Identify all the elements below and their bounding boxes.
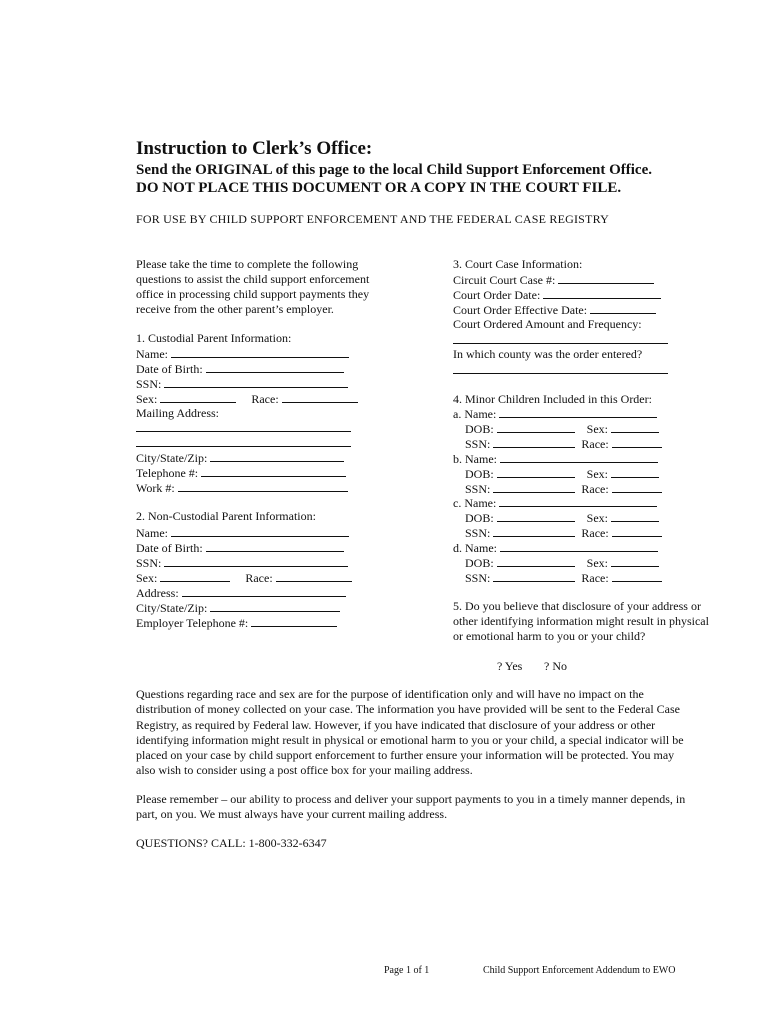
- fill-line[interactable]: [499, 495, 657, 507]
- custodial-ssn-field[interactable]: [136, 376, 348, 392]
- section-heading: 3. Court Case Information:: [453, 257, 583, 271]
- intro-line: receive from the other parent’s employer.: [136, 302, 334, 316]
- field-label: Sex:: [586, 467, 609, 481]
- court-order-date-field[interactable]: [453, 287, 661, 303]
- fill-line[interactable]: [164, 376, 348, 388]
- field-label: Race:: [581, 526, 609, 540]
- custodial-dob-field[interactable]: [136, 361, 344, 377]
- field-label: Race:: [581, 437, 609, 451]
- fill-line[interactable]: [160, 570, 230, 582]
- field-label: City/State/Zip:: [136, 451, 208, 465]
- fill-line[interactable]: [160, 391, 236, 403]
- fill-line[interactable]: [543, 287, 661, 299]
- noncustodial-dob-field[interactable]: [136, 540, 344, 556]
- court-case-number-field[interactable]: [453, 272, 654, 288]
- no-checkbox-option[interactable]: ? No: [544, 659, 567, 673]
- fill-line[interactable]: [493, 436, 575, 448]
- custodial-sex-race-field[interactable]: [136, 391, 358, 407]
- intro-line: office in processing child support payments they: [136, 287, 370, 301]
- fill-line[interactable]: [611, 421, 659, 433]
- child-c-dob-sex-field[interactable]: [465, 510, 659, 526]
- field-label: Sex:: [136, 571, 158, 585]
- field-label: Court Order Effective Date:: [453, 303, 588, 317]
- custodial-mailing-line-1[interactable]: [136, 431, 351, 432]
- field-label: SSN:: [465, 526, 491, 540]
- noncustodial-name-field[interactable]: [136, 525, 349, 541]
- reminder-line: Please remember – our ability to process and deliver your support payments to you in a timely manner depends, in: [136, 792, 686, 806]
- fill-line[interactable]: [251, 615, 337, 627]
- field-label: Employer Telephone #:: [136, 616, 249, 630]
- child-c-ssn-race-field[interactable]: [465, 525, 662, 541]
- noncustodial-sex-race-field[interactable]: [136, 570, 352, 586]
- fill-line[interactable]: [276, 570, 352, 582]
- fill-line[interactable]: [497, 510, 575, 522]
- section-heading: 4. Minor Children Included in this Order:: [453, 392, 652, 406]
- notice-line: Questions regarding race and sex are for the purpose of identification only and will have no impact on the: [136, 687, 644, 701]
- field-label: SSN:: [465, 437, 491, 451]
- fill-line[interactable]: [500, 451, 658, 463]
- county-question: In which county was the order entered?: [453, 347, 643, 361]
- custodial-city-field[interactable]: [136, 450, 344, 466]
- field-label: SSN:: [136, 377, 162, 391]
- intro-line: Please take the time to complete the following: [136, 257, 359, 271]
- field-label: d. Name:: [453, 541, 497, 555]
- notice-line: distribution of money collected on your case. The information you have provided will be sent to the Federal Case: [136, 702, 680, 717]
- field-label: Name:: [136, 526, 168, 540]
- field-label: SSN:: [465, 571, 491, 585]
- fill-line[interactable]: [164, 555, 348, 567]
- employer-telephone-field[interactable]: [136, 615, 337, 631]
- fill-line[interactable]: [611, 555, 659, 567]
- fill-line[interactable]: [497, 421, 575, 433]
- field-label: Circuit Court Case #:: [453, 273, 556, 287]
- field-label: DOB:: [465, 467, 494, 481]
- fill-line[interactable]: [210, 600, 340, 612]
- fill-line[interactable]: [206, 361, 344, 373]
- disclosure-question-line: other identifying information might result in physical: [453, 614, 709, 628]
- fill-line[interactable]: [611, 510, 659, 522]
- child-b-name-field[interactable]: [453, 451, 658, 467]
- field-label: DOB:: [465, 556, 494, 570]
- field-label: DOB:: [465, 422, 494, 436]
- reminder-paragraph: [136, 792, 726, 823]
- fill-line[interactable]: [171, 346, 349, 358]
- field-label: City/State/Zip:: [136, 601, 208, 615]
- child-b-dob-sex-field[interactable]: [465, 466, 659, 482]
- field-label: Sex:: [586, 511, 609, 525]
- child-a-dob-sex-field[interactable]: [465, 421, 659, 437]
- fill-line[interactable]: [497, 466, 575, 478]
- field-label: b. Name:: [453, 452, 497, 466]
- child-a-ssn-race-field[interactable]: [465, 436, 662, 452]
- court-ordered-amount-label: Court Ordered Amount and Frequency:: [453, 317, 642, 331]
- fill-line[interactable]: [590, 302, 656, 314]
- field-label: Race:: [581, 482, 609, 496]
- fill-line[interactable]: [499, 406, 657, 418]
- questions-phone-line: QUESTIONS? CALL: 1-800-332-6347: [136, 836, 327, 850]
- fill-line[interactable]: [201, 465, 346, 477]
- fill-line[interactable]: [612, 436, 662, 448]
- field-label: Race:: [581, 571, 609, 585]
- field-label: SSN:: [136, 556, 162, 570]
- fill-line[interactable]: [171, 525, 349, 537]
- field-label: DOB:: [465, 511, 494, 525]
- section-heading: 1. Custodial Parent Information:: [136, 331, 292, 345]
- custodial-telephone-field[interactable]: [136, 465, 346, 481]
- child-d-ssn-race-field[interactable]: [465, 570, 662, 586]
- child-a-name-field[interactable]: [453, 406, 657, 422]
- page-title: Instruction to Clerk’s Office:: [136, 138, 373, 159]
- fill-line[interactable]: [282, 391, 358, 403]
- noncustodial-ssn-field[interactable]: [136, 555, 348, 571]
- fill-line[interactable]: [206, 540, 344, 552]
- intro-line: questions to assist the child support enforcement: [136, 272, 370, 286]
- section-heading: 2. Non-Custodial Parent Information:: [136, 509, 316, 523]
- field-label: a. Name:: [453, 407, 497, 421]
- fill-line[interactable]: [493, 525, 575, 537]
- disclosure-question-line: 5. Do you believe that disclosure of your address or: [453, 599, 701, 613]
- page-number: Page 1 of 1: [384, 965, 430, 976]
- child-d-dob-sex-field[interactable]: [465, 555, 659, 571]
- custodial-mailing-label: Mailing Address:: [136, 406, 219, 420]
- noncustodial-city-field[interactable]: [136, 600, 340, 616]
- custodial-name-field[interactable]: [136, 346, 349, 362]
- notice-line: Registry, as required by Federal law. However, if you have indicated that disclosure of your address or other: [136, 717, 656, 732]
- custodial-mailing-line-2[interactable]: [136, 446, 351, 447]
- field-label: Sex:: [136, 392, 158, 406]
- disclosure-question-line: or emotional harm to you or your child?: [453, 629, 646, 643]
- fill-line[interactable]: [500, 540, 658, 552]
- do-not-file-warning: DO NOT PLACE THIS DOCUMENT OR A COPY IN THE COURT FILE.: [136, 180, 622, 196]
- use-note: FOR USE BY CHILD SUPPORT ENFORCEMENT AND THE FEDERAL CASE REGISTRY: [136, 212, 609, 226]
- field-label: Sex:: [586, 422, 609, 436]
- child-d-name-field[interactable]: [453, 540, 658, 556]
- field-label: Telephone #:: [136, 466, 199, 480]
- field-label: Date of Birth:: [136, 541, 203, 555]
- field-label: Address:: [136, 586, 179, 600]
- court-order-effective-date-field[interactable]: [453, 302, 656, 318]
- field-label: SSN:: [465, 482, 491, 496]
- notice-line: identifying information might result in physical or emotional harm to you or your child, a special indicator will be: [136, 732, 684, 747]
- field-label: Race:: [245, 571, 273, 585]
- court-ordered-amount-line[interactable]: [453, 343, 668, 344]
- county-line[interactable]: [453, 373, 668, 374]
- custodial-work-field[interactable]: [136, 480, 348, 496]
- fill-line[interactable]: [612, 570, 662, 582]
- fill-line[interactable]: [493, 481, 575, 493]
- race-sex-notice-paragraph: [136, 687, 726, 779]
- form-name-footer: Child Support Enforcement Addendum to EWO: [483, 965, 676, 976]
- fill-line[interactable]: [497, 555, 575, 567]
- yes-checkbox-option[interactable]: ? Yes: [497, 659, 523, 673]
- fill-line[interactable]: [558, 272, 654, 284]
- send-original-instruction: Send the ORIGINAL of this page to the local Child Support Enforcement Office.: [136, 162, 652, 178]
- noncustodial-address-field[interactable]: [136, 585, 346, 601]
- reminder-line: part, on you. We must always have your current mailing address.: [136, 807, 448, 822]
- field-label: Court Order Date:: [453, 288, 541, 302]
- field-label: Date of Birth:: [136, 362, 203, 376]
- fill-line[interactable]: [178, 480, 348, 492]
- fill-line[interactable]: [612, 481, 662, 493]
- field-label: Sex:: [586, 556, 609, 570]
- fill-line[interactable]: [611, 466, 659, 478]
- notice-line: also wish to consider using a post office box for your mailing address.: [136, 763, 473, 778]
- fill-line[interactable]: [493, 570, 575, 582]
- child-c-name-field[interactable]: [453, 495, 657, 511]
- fill-line[interactable]: [182, 585, 346, 597]
- field-label: Race:: [251, 392, 279, 406]
- fill-line[interactable]: [210, 450, 344, 462]
- notice-line: placed on your case by child support enforcement to further ensure your information will be protected. You may: [136, 748, 675, 763]
- field-label: c. Name:: [453, 496, 497, 510]
- field-label: Work #:: [136, 481, 175, 495]
- fill-line[interactable]: [612, 525, 662, 537]
- field-label: Name:: [136, 347, 168, 361]
